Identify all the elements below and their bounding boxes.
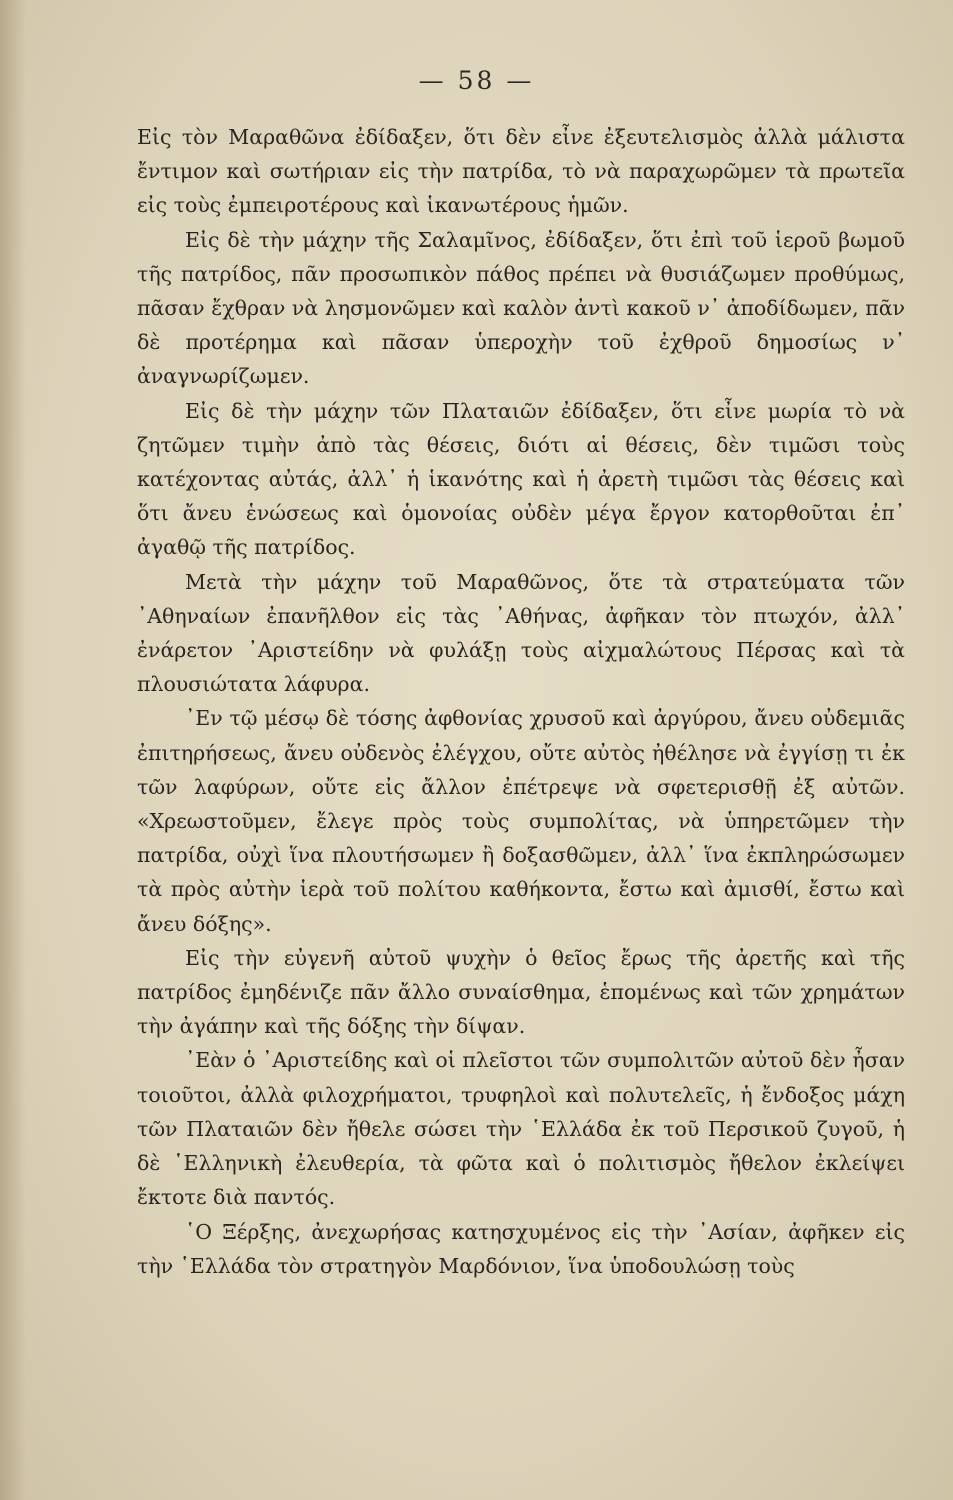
paragraph: ᾽Εὰν ὁ ᾽Αριστείδης καὶ οἱ πλεῖστοι τῶν συμπολιτῶν αὐτοῦ δὲν ἦσαν τοιοῦτοι, ἀλλὰ φιλοχρήματοι, τρυφηλοὶ καὶ πολυτελεῖς, ἡ ἔνδοξος μάχη τῶν Πλαταιῶν δὲν ἤθελε σώσει τὴν ῾Ελλάδα ἐκ τοῦ Περσικοῦ ζυγοῦ, ἡ δὲ ῾Ελληνικὴ ἐλευθερία, τὰ φῶτα καὶ ὁ πολιτισμὸς ἤθελον ἐκλείψει ἔκτοτε διὰ παντός. xyxy=(137,1048,905,1210)
body-text xyxy=(137,120,905,1283)
page-edge-shadow xyxy=(0,0,26,1500)
paragraph: Εἰς δὲ τὴν μάχην τῶν Πλαταιῶν ἐδίδαξεν, ὅτι εἶνε μωρία τὸ νὰ ζητῶμεν τιμὴν ἀπὸ τὰς θέσεις, διότι αἱ θέσεις, δὲν τιμῶσι τοὺς κατέχοντας αὐτάς, ἀλλ᾽ ἡ ἱκανότης καὶ ἡ ἀρετὴ τιμῶσι τὰς θέσεις καὶ ὅτι ἄνευ ἑνώσεως καὶ ὁμονοίας οὐδὲν μέγα ἔργον κατορθοῦται ἐπ᾽ ἀγαθῷ τῆς πατρίδος. xyxy=(137,398,905,560)
paragraph: ῾Ο Ξέρξης, ἀνεχωρήσας κατησχυμένος εἰς τὴν ᾽Ασίαν, ἀφῆκεν εἰς τὴν ῾Ελλάδα τὸν στρατηγὸν Μαρδόνιον, ἵνα ὑποδουλώσῃ τοὺς xyxy=(137,1219,905,1278)
paragraph: Μετὰ τὴν μάχην τοῦ Μαραθῶνος, ὅτε τὰ στρατεύματα τῶν ᾽Αθηναίων ἐπανῆλθον εἰς τὰς ᾽Αθήνας, ἀφῆκαν τὸν πτωχόν, ἀλλ᾽ ἐνάρετον ᾽Αριστείδην νὰ φυλάξῃ τοὺς αἰχμαλώτους Πέρσας καὶ τὰ πλουσιώτατα λάφυρα. xyxy=(137,569,905,697)
paragraph: Εἰς τὸν Μαραθῶνα ἐδίδαξεν, ὅτι δὲν εἶνε ἐξευτελισμὸς ἀλλὰ μάλιστα ἔντιμον καὶ σωτήριαν εἰς τὴν πατρίδα, τὸ νὰ παραχωρῶμεν τὰ πρωτεῖα εἰς τοὺς ἐμπειροτέρους καὶ ἱκανωτέρους ἡμῶν. xyxy=(137,125,905,218)
paragraph: Εἰς δὲ τὴν μάχην τῆς Σαλαμῖνος, ἐδίδαξεν, ὅτι ἐπὶ τοῦ ἱεροῦ βωμοῦ τῆς πατρίδος, πᾶν προσωπικὸν πάθος πρέπει νὰ θυσιάζωμεν προθύμως, πᾶσαν ἔχθραν νὰ λησμονῶμεν καὶ καλὸν ἀντὶ κακοῦ ν᾽ ἀποδίδωμεν, πᾶν δὲ προτέρημα καὶ πᾶσαν ὑπεροχὴν τοῦ ἐχθροῦ δημοσίως ν᾽ ἀναγνωρίζωμεν. xyxy=(137,227,905,389)
paragraph: Εἰς τὴν εὐγενῆ αὐτοῦ ψυχὴν ὁ θεῖος ἔρως τῆς ἀρετῆς καὶ τῆς πατρίδος ἐμηδένιζε πᾶν ἄλλο συναίσθημα, ἑπομένως καὶ τῶν χρημάτων τὴν ἀγάπην καὶ τῆς δόξης τὴν δίψαν. xyxy=(137,945,905,1039)
paragraph: ᾽Εν τῷ μέσῳ δὲ τόσης ἀφθονίας χρυσοῦ καὶ ἀργύρου, ἄνευ οὐδεμιᾶς ἐπιτηρήσεως, ἄνευ οὐδενὸς ἐλέγχου, οὔτε αὐτὸς ἠθέλησε νὰ ἐγγίσῃ τι ἐκ τῶν λαφύρων, οὔτε εἰς ἄλλον ἐπέτρεψε νὰ σφετερισθῇ ἐξ αὐτῶν. «Χρεωστοῦμεν, ἔλεγε πρὸς τοὺς συμπολίτας, νὰ ὑπηρετῶμεν τὴν πατρίδα, οὐχὶ ἵνα πλουτήσωμεν ἢ δοξασθῶμεν, ἀλλ᾽ ἵνα ἐκπληρώσωμεν τὰ πρὸς αὐτὴν ἱερὰ τοῦ πολίτου καθήκοντα, ἔστω καὶ ἀμισθί, ἔστω καὶ ἄνευ δόξης». xyxy=(137,706,905,936)
page-number: — 58 — xyxy=(418,66,535,95)
